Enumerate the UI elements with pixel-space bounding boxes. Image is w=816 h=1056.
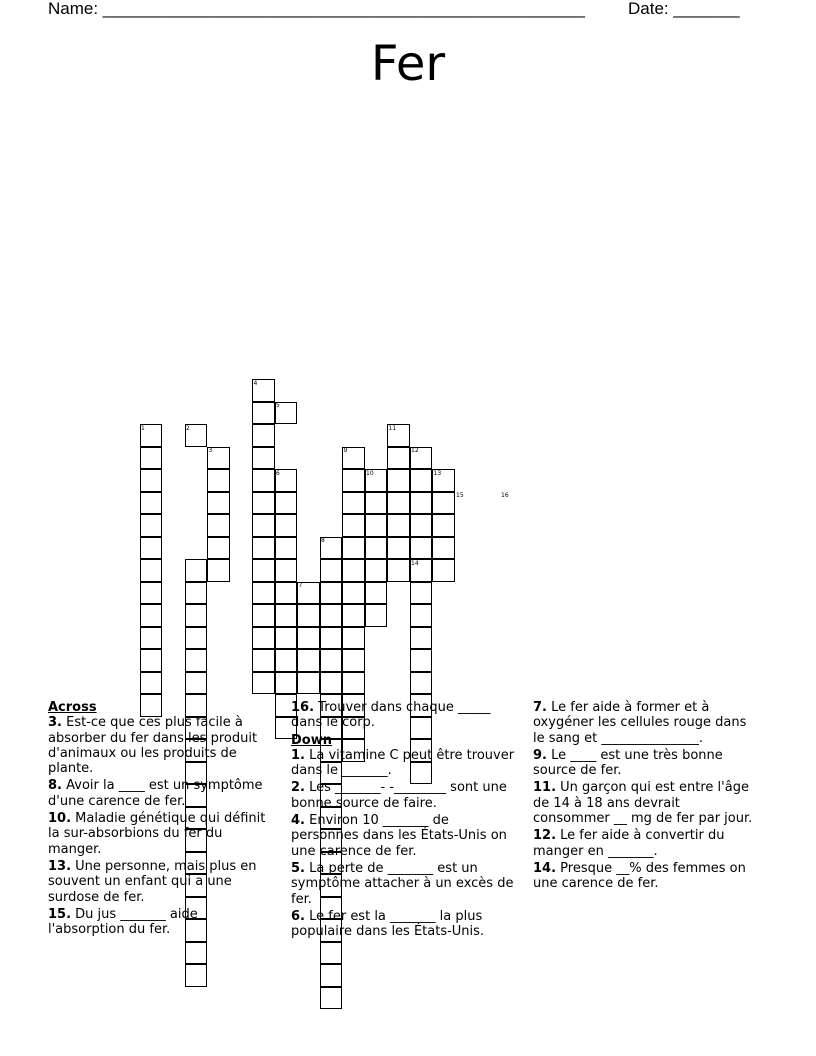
clue-number: 16. [291, 700, 315, 715]
crossword-cell[interactable] [320, 582, 343, 605]
clue-number: 9. [533, 747, 547, 763]
crossword-cell[interactable] [252, 424, 275, 447]
clue-item [48, 715, 274, 776]
crossword-cell[interactable] [432, 559, 455, 582]
clue-number: 6. [291, 908, 305, 924]
crossword-cell[interactable] [342, 469, 365, 492]
clue-number-label: 5 [276, 402, 280, 409]
clue-text: Du jus _______ aide l'absorption du fer. [48, 906, 198, 938]
crossword-cell[interactable] [342, 559, 365, 582]
clue-number: 7. [533, 700, 547, 715]
name-field-label: Name: ___________________________________________________ [48, 0, 585, 18]
crossword-cell[interactable] [342, 492, 365, 515]
clue-number: 14. [533, 860, 557, 876]
crossword-cell[interactable] [140, 469, 163, 492]
clue-text: Un garçon qui est entre l'âge de 14 à 18 ans devrait consommer __ mg de fer par jour. [533, 780, 753, 827]
crossword-cell[interactable] [140, 559, 163, 582]
crossword-cell[interactable] [342, 604, 365, 627]
clue-number-label: 4 [253, 379, 258, 387]
clue-number-label: 12 [411, 447, 419, 454]
crossword-cell[interactable] [365, 514, 388, 537]
crossword-cell[interactable] [342, 649, 365, 672]
down-clue-list-continued [533, 700, 759, 892]
crossword-cell[interactable] [252, 492, 275, 515]
clues-column-1 [48, 700, 274, 939]
crossword-cell[interactable] [342, 582, 365, 605]
crossword-cell[interactable] [185, 942, 208, 965]
crossword-cell[interactable] [297, 604, 320, 627]
crossword-cell[interactable] [275, 537, 298, 560]
clue-number-label: 2 [186, 424, 190, 432]
clue-item [291, 780, 517, 811]
crossword-cell[interactable] [140, 514, 163, 537]
down-heading: Down [291, 732, 332, 748]
clue-item [291, 813, 517, 859]
clue-text: Maladie génétique qui définit la sur-absorbions du fer du manger. [48, 811, 266, 857]
crossword-cell[interactable] [252, 514, 275, 537]
crossword-cell[interactable] [297, 649, 320, 672]
crossword-cell[interactable] [207, 492, 230, 515]
crossword-cell[interactable] [140, 537, 163, 560]
crossword-cell[interactable] [410, 537, 433, 560]
crossword-cell[interactable] [275, 559, 298, 582]
crossword-cell[interactable] [275, 492, 298, 515]
crossword-cell[interactable] [342, 537, 365, 560]
crossword-cell[interactable] [252, 627, 275, 650]
crossword-cell[interactable] [432, 492, 455, 515]
clue-number-label: 6 [276, 469, 280, 477]
crossword-cell[interactable] [252, 582, 275, 605]
clue-item [533, 861, 759, 892]
clue-number-label: 1 [141, 424, 145, 432]
clue-text: Le fer aide à convertir du manger en _______. [533, 828, 725, 859]
crossword-cell[interactable] [365, 604, 388, 627]
crossword-cell[interactable] [140, 604, 163, 627]
crossword-cell[interactable] [185, 559, 208, 582]
down-clue-list [291, 748, 517, 940]
clue-number: 4. [291, 813, 305, 829]
clue-item [533, 748, 759, 779]
crossword-cell[interactable] [185, 627, 208, 650]
crossword-cell[interactable] [342, 672, 365, 695]
crossword-cell[interactable] [365, 537, 388, 560]
crossword-cell[interactable] [207, 559, 230, 582]
clue-number-label: 3 [208, 447, 213, 454]
crossword-cell[interactable] [140, 582, 163, 605]
clue-item [48, 778, 274, 809]
crossword-cell[interactable] [275, 514, 298, 537]
crossword-cell[interactable] [140, 649, 163, 672]
crossword-cell[interactable] [207, 514, 230, 537]
clue-number-label: 13 [433, 469, 442, 477]
crossword-cell[interactable] [342, 514, 365, 537]
crossword-cell[interactable] [275, 604, 298, 627]
crossword-cell[interactable] [207, 469, 230, 492]
crossword-cell[interactable] [320, 559, 343, 582]
clue-text: Trouver dans chaque _____ dans le corp. [291, 700, 491, 731]
clue-number: 11. [533, 780, 557, 796]
crossword-cell[interactable] [320, 627, 343, 650]
crossword-cell[interactable] [140, 672, 163, 695]
crossword-cell[interactable] [320, 942, 343, 965]
clue-text: Avoir la ____ est un symptôme d'une carence de fer. [48, 778, 263, 809]
clue-number: 10. [48, 811, 72, 827]
crossword-cell[interactable] [432, 537, 455, 560]
crossword-cell[interactable] [410, 582, 433, 605]
clue-number-label: 10 [366, 469, 374, 477]
crossword-cell[interactable] [410, 604, 433, 627]
clue-text: Les _______- -________ sont une bonne source de faire. [291, 780, 507, 811]
crossword-cell[interactable] [365, 559, 388, 582]
crossword-cell[interactable] [410, 672, 433, 695]
crossword-cell[interactable] [432, 514, 455, 537]
crossword-cell[interactable] [252, 604, 275, 627]
crossword-cell[interactable] [140, 492, 163, 515]
clue-text: La vitamine C peut être trouver dans le _______. [291, 747, 515, 779]
crossword-cell[interactable] [275, 582, 298, 605]
crossword-cell[interactable] [410, 627, 433, 650]
crossword-cell[interactable] [342, 627, 365, 650]
crossword-cell[interactable] [387, 559, 410, 582]
crossword-cell[interactable] [252, 402, 275, 425]
crossword-cell[interactable] [297, 672, 320, 695]
clue-text: Environ 10 _______ de personnes dans les États-Unis on une carence de fer. [291, 813, 507, 859]
clue-number-label: 14 [411, 559, 419, 567]
crossword-cell[interactable] [252, 537, 275, 560]
crossword-cell[interactable] [185, 649, 208, 672]
crossword-cell[interactable] [185, 964, 208, 987]
clue-text: La perte de _______ est un symptôme attacher à un excès de fer. [291, 860, 514, 907]
crossword-cell[interactable] [185, 582, 208, 605]
clue-item [533, 828, 759, 859]
clue-item [291, 909, 517, 940]
clue-number: 5. [291, 860, 305, 876]
clue-text: Le fer aide à former et à oxygéner les cellules rouge dans le sang et _______________. [533, 700, 747, 746]
clue-item [48, 811, 274, 857]
page-title: Fer [370, 36, 446, 92]
clue-number: 15. [48, 906, 72, 922]
clue-item [533, 780, 759, 826]
across-heading: Across [48, 700, 97, 715]
crossword-cell[interactable] [140, 627, 163, 650]
crossword-cell[interactable] [297, 627, 320, 650]
crossword-cell[interactable] [387, 514, 410, 537]
crossword-cell[interactable] [275, 649, 298, 672]
crossword-cell[interactable] [275, 627, 298, 650]
crossword-cell[interactable] [252, 447, 275, 470]
date-field-label: Date: _______ [628, 0, 740, 18]
crossword-cell[interactable] [320, 672, 343, 695]
clue-item [48, 907, 274, 938]
clue-number-label: 15 [456, 492, 464, 499]
crossword-cell[interactable] [410, 492, 433, 515]
crossword-cell[interactable] [252, 559, 275, 582]
clue-number-label: 11 [388, 424, 397, 432]
crossword-cell[interactable] [185, 672, 208, 695]
crossword-cell[interactable] [320, 649, 343, 672]
clue-number: 13. [48, 858, 72, 874]
clue-item [291, 748, 517, 779]
clue-item [533, 700, 759, 746]
clue-item [291, 861, 517, 907]
clue-number: 8. [48, 778, 62, 794]
clue-text: Presque __% des femmes on une carence de fer. [533, 860, 746, 892]
crossword-cell[interactable] [387, 492, 410, 515]
clue-text: Est-ce que ces plus facile à absorber du fer dans les produit d'animaux ou les produits de plante. [48, 715, 258, 777]
crossword-cell[interactable] [320, 987, 343, 1010]
clues-column-3 [533, 700, 759, 894]
crossword-cell[interactable] [410, 649, 433, 672]
crossword-cell[interactable] [387, 447, 410, 470]
crossword-cell[interactable] [410, 514, 433, 537]
crossword-cell[interactable] [320, 964, 343, 987]
crossword-cell[interactable] [365, 492, 388, 515]
clue-number-label: 9 [343, 447, 348, 454]
crossword-cell[interactable] [252, 469, 275, 492]
clue-number: 1. [291, 747, 305, 763]
clue-item [48, 859, 274, 905]
crossword-cell[interactable] [320, 604, 343, 627]
crossword-cell[interactable] [387, 469, 410, 492]
crossword-cell[interactable] [252, 672, 275, 695]
clue-number-label: 16 [501, 492, 509, 499]
clue-text: Une personne, mais plus en souvent un enfant qui a une surdose de fer. [48, 858, 257, 905]
across-clue-list-continued [291, 700, 517, 731]
clue-text: Le fer est la _______ la plus populaire dans les États-Unis. [291, 908, 485, 940]
clue-item [291, 700, 517, 731]
crossword-cell[interactable] [387, 537, 410, 560]
crossword-cell[interactable] [365, 582, 388, 605]
crossword-cell[interactable] [185, 604, 208, 627]
clue-number: 12. [533, 828, 557, 844]
clues-column-2 [291, 700, 517, 941]
clue-text: Le ____ est une très bonne source de fer. [533, 747, 723, 779]
clue-number-label: 7 [298, 582, 303, 589]
crossword-cell[interactable] [207, 537, 230, 560]
crossword-cell[interactable] [275, 672, 298, 695]
crossword-cell[interactable] [410, 469, 433, 492]
clue-number-label: 8 [321, 537, 325, 544]
clue-number: 2. [291, 780, 305, 796]
across-clue-list [48, 715, 274, 937]
crossword-cell[interactable] [140, 447, 163, 470]
clue-number: 3. [48, 715, 62, 731]
crossword-cell[interactable] [252, 649, 275, 672]
